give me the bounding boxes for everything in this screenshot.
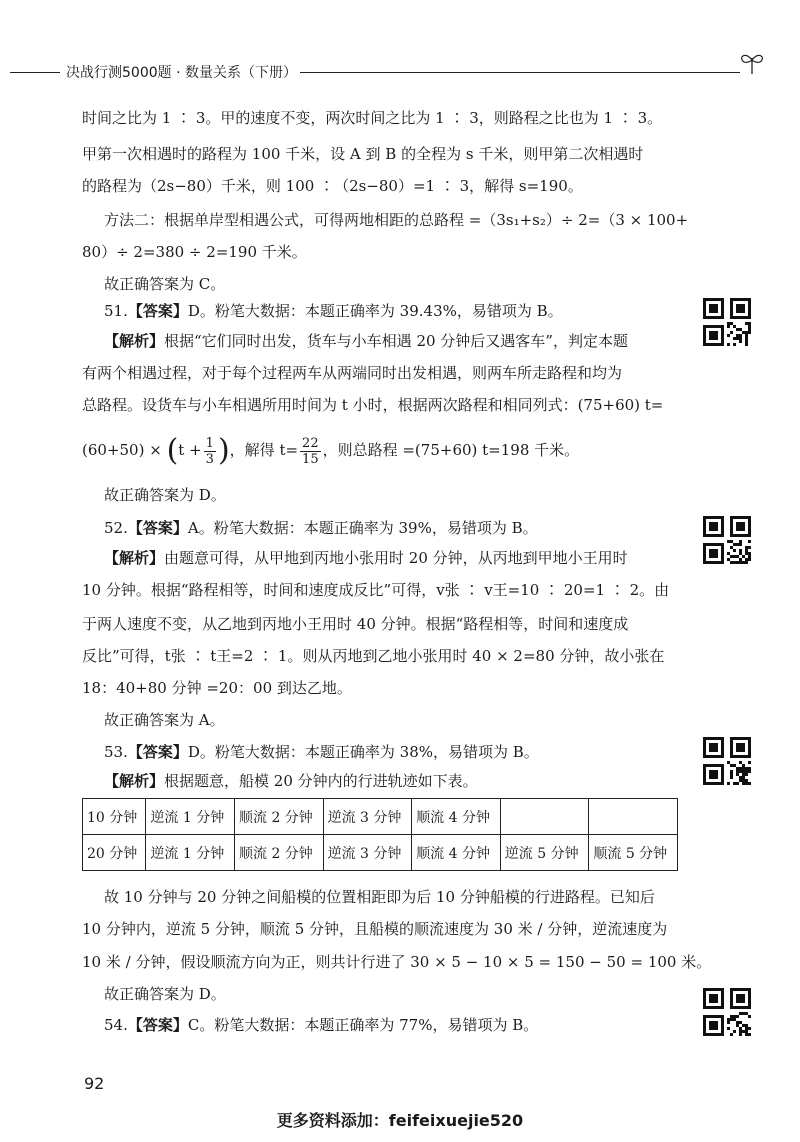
text-line: 10 分钟内，逆流 5 分钟，顺流 5 分钟，且船模的顺流速度为 30 米 / 分钟，逆流速度为 — [82, 920, 668, 938]
analysis-text: 由题意可得，从甲地到丙地小张用时 20 分钟，从丙地到甲地小王用时 — [164, 549, 628, 567]
qr-code-icon[interactable] — [703, 298, 751, 346]
q51-equation: (60+50) × (t + $\frac{1}{3}$ )，解得 t= $\frac{22}{15}$ ，则总路程 =(75+60) t=198 千米。 — [82, 433, 580, 468]
page-number: 92 — [84, 1074, 105, 1093]
q51-answer — [104, 300, 704, 322]
q53-analysis-line — [104, 770, 704, 792]
text-line: 总路程。设货车与小车相遇所用时间为 t 小时，根据两次路程和相同列式：(75+60) t= — [82, 396, 664, 414]
question-number: 51. — [104, 302, 128, 320]
conclusion-line: 故正确答案为 D。 — [104, 985, 226, 1003]
trajectory-table — [82, 798, 678, 871]
equation-end: ，则总路程 =(75+60) t=198 千米。 — [322, 441, 580, 459]
table-cell: 顺流 2 分钟 — [235, 835, 324, 871]
book-title: 决战行测5000题 · 数量关系（下册） — [66, 65, 297, 81]
answer-tag: 【答案】 — [127, 1016, 188, 1034]
table-cell: 顺流 5 分钟 — [589, 835, 678, 871]
qr-code-icon[interactable] — [703, 988, 751, 1036]
analysis-tag: 【解析】 — [104, 772, 165, 790]
fraction-one-third: $\frac{1}{3}$ — [205, 435, 214, 467]
table-cell: 逆流 1 分钟 — [146, 835, 235, 871]
qr-code-icon[interactable] — [703, 516, 751, 564]
table-cell — [500, 799, 589, 835]
q51-analysis-line — [104, 330, 704, 352]
table-cell — [589, 799, 678, 835]
q52-answer — [104, 517, 704, 539]
text-line: 的路程为（2s−80）千米，则 100 ∶（2s−80）=1 ∶ 3，解得 s=190。 — [82, 177, 583, 195]
table-cell: 顺流 4 分钟 — [412, 835, 501, 871]
table-cell: 10 分钟 — [83, 799, 146, 835]
conclusion-line: 故正确答案为 C。 — [104, 275, 226, 293]
question-number: 52. — [104, 519, 128, 537]
answer-text: D。粉笔大数据：本题正确率为 38%，易错项为 B。 — [187, 743, 539, 761]
table-cell: 逆流 5 分钟 — [500, 835, 589, 871]
answer-tag: 【答案】 — [127, 743, 188, 761]
text-line: 有两个相遇过程，对于每个过程两车从两端同时出发相遇，则两车所走路程和均为 — [82, 364, 623, 382]
question-number: 53. — [104, 743, 128, 761]
table-row — [83, 799, 678, 835]
text-line: 方法二：根据单岸型相遇公式，可得两地相距的总路程 =（3s₁+s₂）÷ 2=（3 × 100+ — [104, 211, 689, 229]
conclusion-line: 故正确答案为 D。 — [104, 486, 226, 504]
table-cell: 20 分钟 — [83, 835, 146, 871]
table-cell: 逆流 3 分钟 — [323, 835, 412, 871]
table-cell: 逆流 3 分钟 — [323, 799, 412, 835]
qr-code-icon[interactable] — [703, 737, 751, 785]
fraction-22-15: $\frac{22}{15}$ — [302, 435, 319, 467]
text-line: 时间之比为 1 ∶ 3。甲的速度不变，两次时间之比为 1 ∶ 3，则路程之比也为 1 ∶ 3。 — [82, 109, 663, 127]
sprout-icon — [738, 48, 766, 76]
q53-answer — [104, 741, 704, 763]
text-line: 10 米 / 分钟，假设顺流方向为正，则共计行进了 30 × 5 − 10 × 5 = 150 − 50 = 100 米。 — [82, 953, 712, 971]
analysis-text: 根据“它们同时出发，货车与小车相遇 20 分钟后又遇客车”，判定本题 — [164, 332, 628, 350]
equation-start: (60+50) × — [82, 441, 162, 459]
header-rule-left — [10, 72, 60, 73]
answer-text: C。粉笔大数据：本题正确率为 77%，易错项为 B。 — [187, 1016, 539, 1034]
table-cell: 顺流 4 分钟 — [412, 799, 501, 835]
text-line: 故 10 分钟与 20 分钟之间船模的位置相距即为后 10 分钟船模的行进路程。已知后 — [104, 888, 655, 906]
answer-text: D。粉笔大数据：本题正确率为 39.43%，易错项为 B。 — [187, 302, 563, 320]
answer-tag: 【答案】 — [127, 519, 188, 537]
text-line: 18：40+80 分钟 =20：00 到达乙地。 — [82, 679, 352, 697]
analysis-tag: 【解析】 — [104, 332, 165, 350]
conclusion-line: 故正确答案为 A。 — [104, 711, 225, 729]
text-line: 于两人速度不变，从乙地到丙地小王用时 40 分钟。根据“路程相等，时间和速度成 — [82, 615, 629, 633]
table-cell: 逆流 1 分钟 — [146, 799, 235, 835]
answer-text: A。粉笔大数据：本题正确率为 39%，易错项为 B。 — [187, 519, 538, 537]
equation-t: t + — [178, 441, 202, 459]
header-rule-right — [300, 72, 740, 73]
analysis-text: 根据题意，船模 20 分钟内的行进轨迹如下表。 — [164, 772, 478, 790]
text-line: 反比”可得，t张 ∶ t王=2 ∶ 1。则从丙地到乙地小张用时 40 × 2=80 分钟，故小张在 — [82, 647, 665, 665]
text-line: 80）÷ 2=380 ÷ 2=190 千米。 — [82, 243, 307, 261]
text-line: 10 分钟。根据“路程相等，时间和速度成反比”可得，v张 ∶ v王=10 ∶ 20=1 ∶ 2。由 — [82, 581, 670, 599]
table-cell: 顺流 2 分钟 — [235, 799, 324, 835]
equation-mid: ，解得 t= — [229, 441, 299, 459]
running-header — [0, 62, 800, 86]
text-line: 甲第一次相遇时的路程为 100 千米，设 A 到 B 的全程为 s 千米，则甲第二次相遇时 — [82, 145, 644, 163]
table-row — [83, 835, 678, 871]
answer-tag: 【答案】 — [127, 302, 188, 320]
q54-answer — [104, 1014, 704, 1036]
analysis-tag: 【解析】 — [104, 549, 165, 567]
question-number: 54. — [104, 1016, 128, 1034]
q52-analysis-line — [104, 547, 704, 569]
footer-note: 更多资料添加：feifeixuejie520 — [276, 1111, 524, 1130]
